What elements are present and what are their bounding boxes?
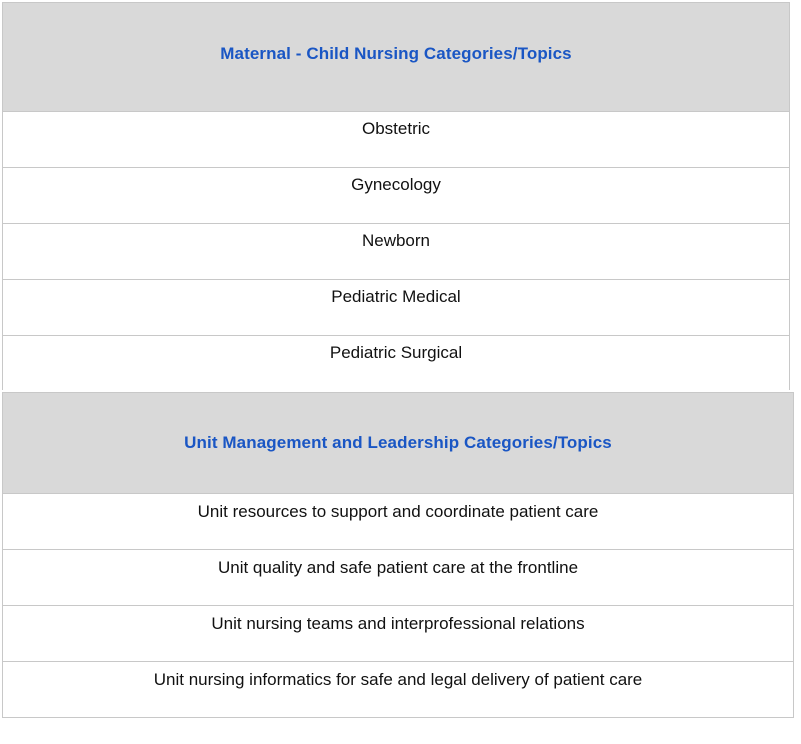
table-row: Pediatric Surgical [329,343,463,362]
table-row: Unit nursing teams and interprofessional relations [3,606,793,662]
table-row: Pediatric Medical [3,280,789,336]
unit-management-header: Unit Management and Leadership Categories/Topics [3,392,793,494]
unit-management-table [2,392,794,718]
table-row: Unit quality and safe patient care at the frontline [3,550,793,606]
table-row: Unit nursing informatics for safe and legal delivery of patient care [3,662,793,718]
maternal-child-header: Maternal - Child Nursing Categories/Topics [3,2,789,112]
table-row: Gynecology [3,168,789,224]
table-row: Obstetric [3,112,789,168]
maternal-child-table [2,2,790,390]
table-row: Newborn [3,224,789,280]
table-row: Unit resources to support and coordinate patient care [3,494,793,550]
